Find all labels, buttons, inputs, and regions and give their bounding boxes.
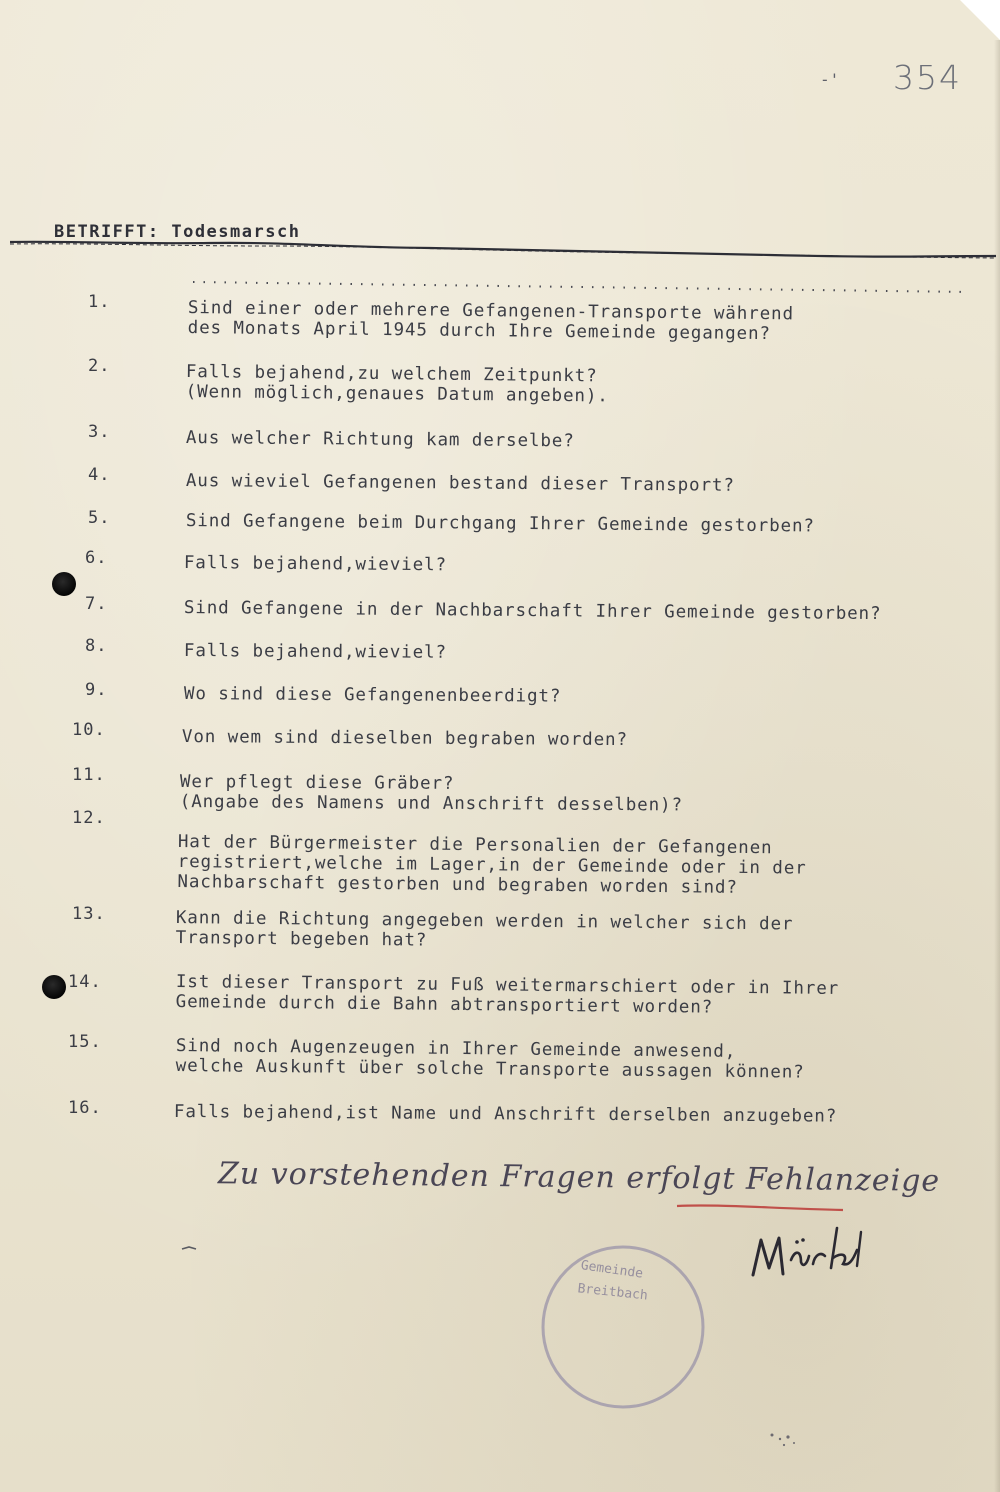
corner-mark: -' — [820, 70, 840, 89]
question-text — [186, 362, 610, 406]
question-text — [186, 428, 575, 451]
question-text — [182, 727, 628, 750]
question-text — [177, 832, 807, 899]
page-number: 354 — [893, 58, 962, 97]
handwritten-note: Zu vorstehenden Fragen erfolgt Fehlanzeige — [217, 1156, 941, 1199]
question-line: (Wenn möglich,genaues Datum angeben). — [185, 381, 609, 407]
question-number: 15. — [68, 1032, 102, 1052]
question-text — [174, 1102, 837, 1127]
question-text — [180, 772, 683, 816]
stamp-line-1: Gemeinde — [579, 1258, 644, 1282]
municipal-stamp — [535, 1235, 710, 1415]
question-line: Transport begeben hat? — [175, 927, 428, 951]
paper-smudge — [760, 1425, 810, 1455]
question-line: Von wem sind dieselben begraben worden? — [181, 727, 628, 751]
question-line: Sind Gefangene beim Durchgang Ihrer Gemeinde gestorben? — [185, 511, 815, 537]
question-text — [184, 553, 447, 575]
question-number: 14. — [68, 972, 102, 992]
question-number: 9. — [85, 680, 108, 700]
stamp-line-2: Breitbach — [576, 1281, 649, 1304]
question-line: Wo sind diese Gefangenenbeerdigt? — [183, 684, 562, 707]
question-line: Sind Gefangene in der Nachbarschaft Ihrer Gemeinde gestorben? — [183, 598, 882, 625]
question-line: Sind noch Augenzeugen in Ihrer Gemeinde anwesend, — [175, 1036, 737, 1062]
question-number: 2. — [88, 356, 111, 376]
question-line: Nachbarschaft gestorben und begraben worden sind? — [177, 871, 738, 898]
question-text — [184, 598, 882, 624]
subject-label: BETRIFFT: Todesmarsch — [54, 222, 301, 242]
question-line: Falls bejahend,ist Name und Anschrift derselben anzugeben? — [173, 1102, 838, 1127]
question-text — [176, 972, 840, 1019]
question-number: 5. — [88, 508, 111, 528]
question-text — [184, 684, 562, 707]
punch-hole-bottom — [42, 975, 66, 999]
question-line: (Angabe des Namens und Anschrift desselben)? — [179, 791, 684, 816]
question-number: 7. — [85, 594, 108, 614]
question-line: Falls bejahend,wieviel? — [183, 641, 448, 663]
question-number: 4. — [88, 465, 111, 485]
question-number: 6. — [85, 548, 108, 568]
question-text — [188, 298, 794, 344]
question-line: Aus welcher Richtung kam derselbe? — [185, 428, 575, 452]
question-number: 12. — [72, 808, 106, 828]
question-number: 8. — [85, 636, 108, 656]
question-line: registriert,welche im Lager,in der Gemeinde oder in der — [177, 851, 807, 879]
question-text — [176, 908, 794, 954]
question-line: Falls bejahend,wieviel? — [183, 553, 448, 576]
question-line: Sind einer oder mehrere Gefangenen-Transporte während — [187, 298, 795, 325]
question-text — [186, 511, 815, 536]
question-line: Gemeinde durch die Bahn abtransportiert worden? — [175, 991, 714, 1018]
question-number: 11. — [72, 765, 106, 785]
question-text — [186, 471, 735, 496]
question-number: 3. — [88, 422, 111, 442]
question-line: Hat der Bürgermeister die Personalien der Gefangenen — [177, 832, 773, 859]
question-number: 13. — [72, 904, 106, 924]
question-line: des Monats April 1945 durch Ihre Gemeinde gegangen? — [187, 317, 771, 345]
question-number: 10. — [72, 720, 106, 740]
punch-hole-top — [52, 572, 76, 596]
question-line: Kann die Richtung angegeben werden in welcher sich der — [175, 908, 794, 935]
question-number: 1. — [88, 292, 111, 312]
question-text — [184, 641, 447, 663]
question-line: Ist dieser Transport zu Fuß weitermarschiert oder in Ihrer — [175, 972, 840, 999]
question-line: Wer pflegt diese Gräber? — [179, 772, 455, 794]
signature — [745, 1220, 875, 1290]
ink-mark — [180, 1243, 200, 1253]
question-line: Falls bejahend,zu welchem Zeitpunkt? — [185, 362, 598, 387]
question-line: Aus wieviel Gefangenen bestand dieser Transport? — [185, 471, 735, 496]
question-text — [176, 1036, 805, 1083]
red-underline — [675, 1200, 845, 1214]
question-number: 16. — [68, 1098, 102, 1118]
question-line: welche Auskunft über solche Transporte aussagen können? — [175, 1055, 805, 1083]
